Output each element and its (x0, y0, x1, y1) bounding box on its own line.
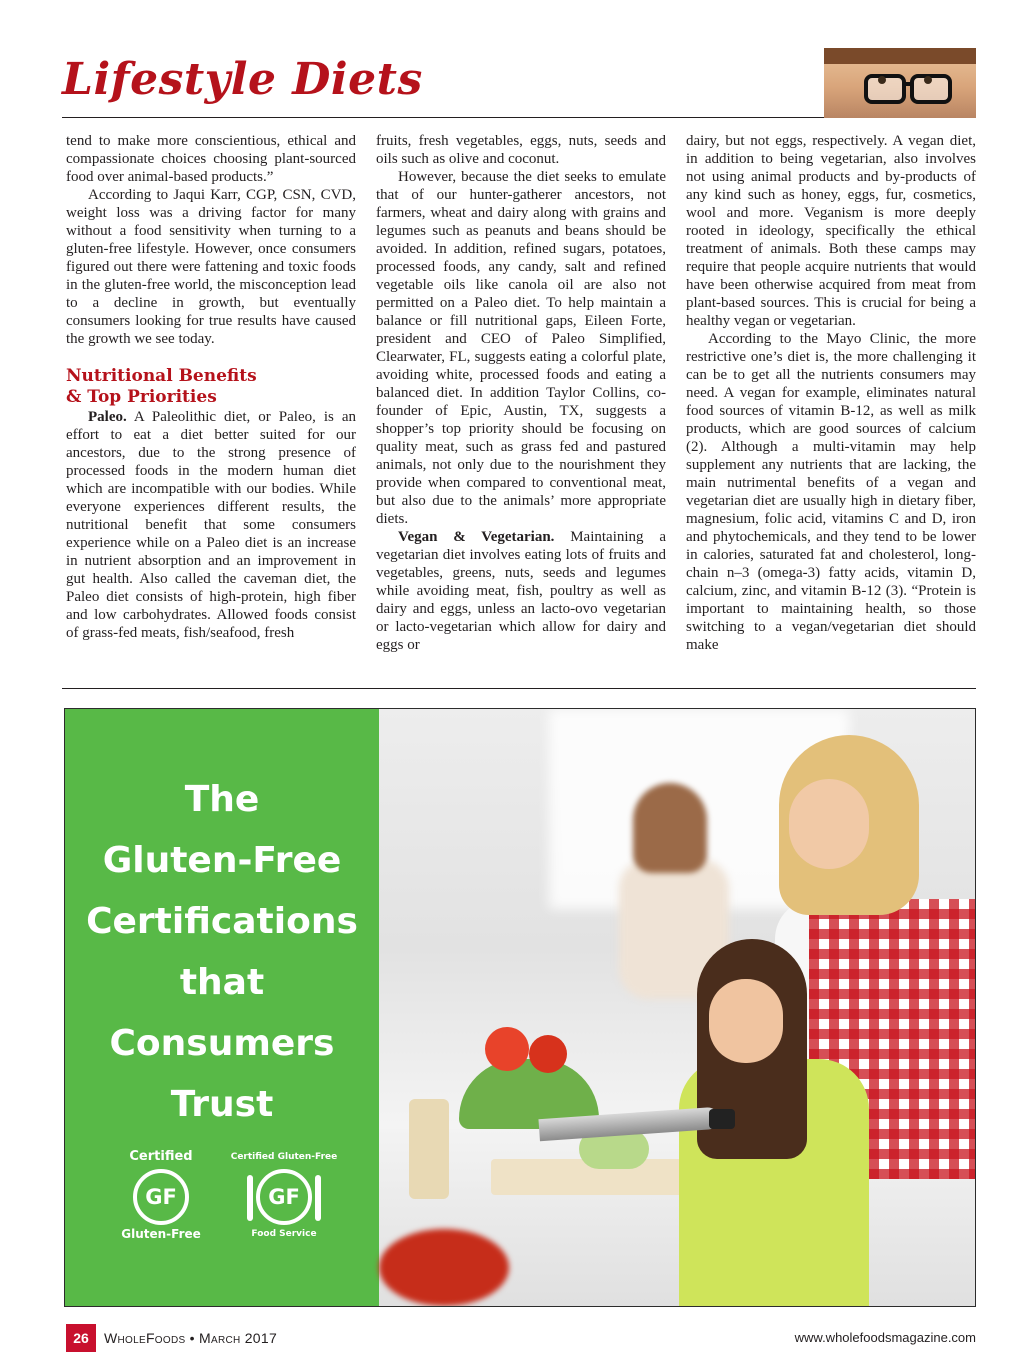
ad-divider (62, 688, 976, 689)
header-photo (824, 48, 976, 118)
paragraph-text: A Paleolithic diet, or Paleo, is an effort to eat a diet better suited for our ancestors, due to the strong presence of processed foods in the modern human diet which are incompatible with our bodies. While everyone experiences different results, the nutritional benefit that some consumers experience while on a Paleo diet is an increase in nutrient absorption and an improvement in gut health. Also called the caveman diet, the Paleo diet consists of high-protein, high fiber and low carbohydrates. Allowed foods consist of grass-fed meats, fish/seafood, fresh (66, 409, 356, 641)
ad-headline-line: Consumers (109, 1023, 335, 1064)
paragraph-text: Maintaining a vegetarian diet involves eating lots of fruits and vegetables, greens, nuts, seeds and legumes while avoiding meat, fish, poultry as well as dairy and eggs, unless an lacto-ovo vegetarian or lacto-vegetarian which allow for dairy and eggs or (376, 529, 666, 653)
page-number: 26 (66, 1324, 96, 1352)
section-title: Lifestyle Diets (62, 54, 423, 105)
knife-icon (315, 1175, 321, 1221)
article-column-1 (66, 132, 356, 642)
certified-gluten-free-logo (113, 1149, 209, 1242)
logo-bottom-text: Food Service (251, 1229, 317, 1239)
run-in-heading: Vegan & Vegetarian. (398, 529, 555, 545)
gf-mark-icon: GF (133, 1169, 189, 1225)
article-column-2 (376, 132, 666, 654)
paragraph: dairy, but not eggs, respectively. A vegan diet, in addition to being vegetarian, also involves not using animal products and by-products of any kind such as honey, eggs, fur, cosmetics, wool and more. Veganism is more deeply rooted in ideology, specifically the ethical treatment of animals. Both these camps may require that people acquire nutrients that would have been otherwise acquired from meat from plant-based sources. This is crucial for being a healthy vegan or vegetarian. (686, 133, 976, 329)
ad-text-panel (65, 709, 379, 1306)
ad-headline-line: Gluten-Free (102, 840, 342, 881)
run-in-heading: Paleo. (88, 409, 127, 425)
logo-top-text: Certified (129, 1149, 193, 1164)
ad-headline-line: The (184, 779, 260, 820)
paragraph: fruits, fresh vegetables, eggs, nuts, seeds and oils such as olive and coconut. (376, 133, 666, 167)
paragraph: According to Jaqui Karr, CGP, CSN, CVD, weight loss was a driving factor for many without a food sensitivity when turning to a gluten-free lifestyle. However, once consumers figured out there were fattening and toxic foods in the gluten-free world, the misconception lead to a decline in growth, but eventually consumers looking for true results have caused the growth we see today. (66, 187, 356, 347)
logo-top-text: Certified Gluten-Free (230, 1152, 338, 1162)
subheading-line: Nutritional Benefits (66, 366, 257, 386)
fork-icon (247, 1175, 253, 1221)
ad-headline-line: that (179, 962, 265, 1003)
ad-photo-kitchen (379, 709, 975, 1306)
paragraph: tend to make more conscientious, ethical and compassionate choices choosing plant-sourced food over animal-based products.” (66, 133, 356, 185)
paragraph (66, 408, 356, 642)
subheading (66, 366, 356, 408)
magazine-issue: WholeFoods • March 2017 (104, 1330, 278, 1346)
paragraph (376, 528, 666, 654)
ad-headline (65, 769, 379, 1135)
page-footer (66, 1324, 976, 1352)
website-link[interactable]: www.wholefoodsmagazine.com (794, 1330, 976, 1345)
article-column-3 (686, 132, 976, 654)
ad-headline-line: Certifications (86, 901, 358, 942)
gf-mark-icon: GF (256, 1169, 312, 1225)
certified-gluten-free-food-service-logo (229, 1149, 339, 1242)
logo-bottom-text: Gluten-Free (121, 1227, 201, 1241)
subheading-line: & Top Priorities (66, 387, 217, 407)
ad-headline-line: Trust (170, 1084, 274, 1125)
advertisement[interactable] (64, 708, 976, 1307)
header-rule (62, 117, 824, 118)
paragraph: According to the Mayo Clinic, the more restrictive one’s diet is, the more challenging it can be to get all the nutrients consumers may need. A vegan for example, eliminates natural food sources of vitamin B-12, as well as milk products, which are good sources of calcium (2). Although a multi-vitamin may help supplement any nutrients that are lacking, the main nutrimental benefits of a vegan and vegetarian diet are usually high in dietary fiber, magnesium, folic acid, vitamins C and D, iron and phytochemicals, and they tend to be lower in calories, saturated fat and cholesterol, long-chain n–3 (omega-3) fatty acids, vitamin D, calcium, zinc, and vitamin B-12 (3). “Protein is important to maintaining health, so those switching to a vegan/vegetarian diet should make (686, 331, 976, 653)
paragraph: However, because the diet seeks to emulate that of our hunter-gatherer ancestors, not farmers, wheat and dairy along with grains and legumes such as peanuts and beans should be avoided. In addition, refined sugars, potatoes, processed foods, any candy, salt and refined vegetable oils like canola oil are also not permitted on a Paleo diet. To help maintain a balance or fill nutritional gaps, Eileen Forte, president and CEO of Paleo Simplified, Clearwater, FL, suggests eating a colorful plate, avoiding white, processed foods and eating a balanced diet. In addition Taylor Collins, co-founder of Epic, Austin, TX, suggests a shopper’s top priority should be focusing on quality meat, such as grass fed and pastured animals, not only due to the nourishment they provide when compared to conventional meat, but also due to the animals’ more appropriate diets. (376, 169, 666, 527)
